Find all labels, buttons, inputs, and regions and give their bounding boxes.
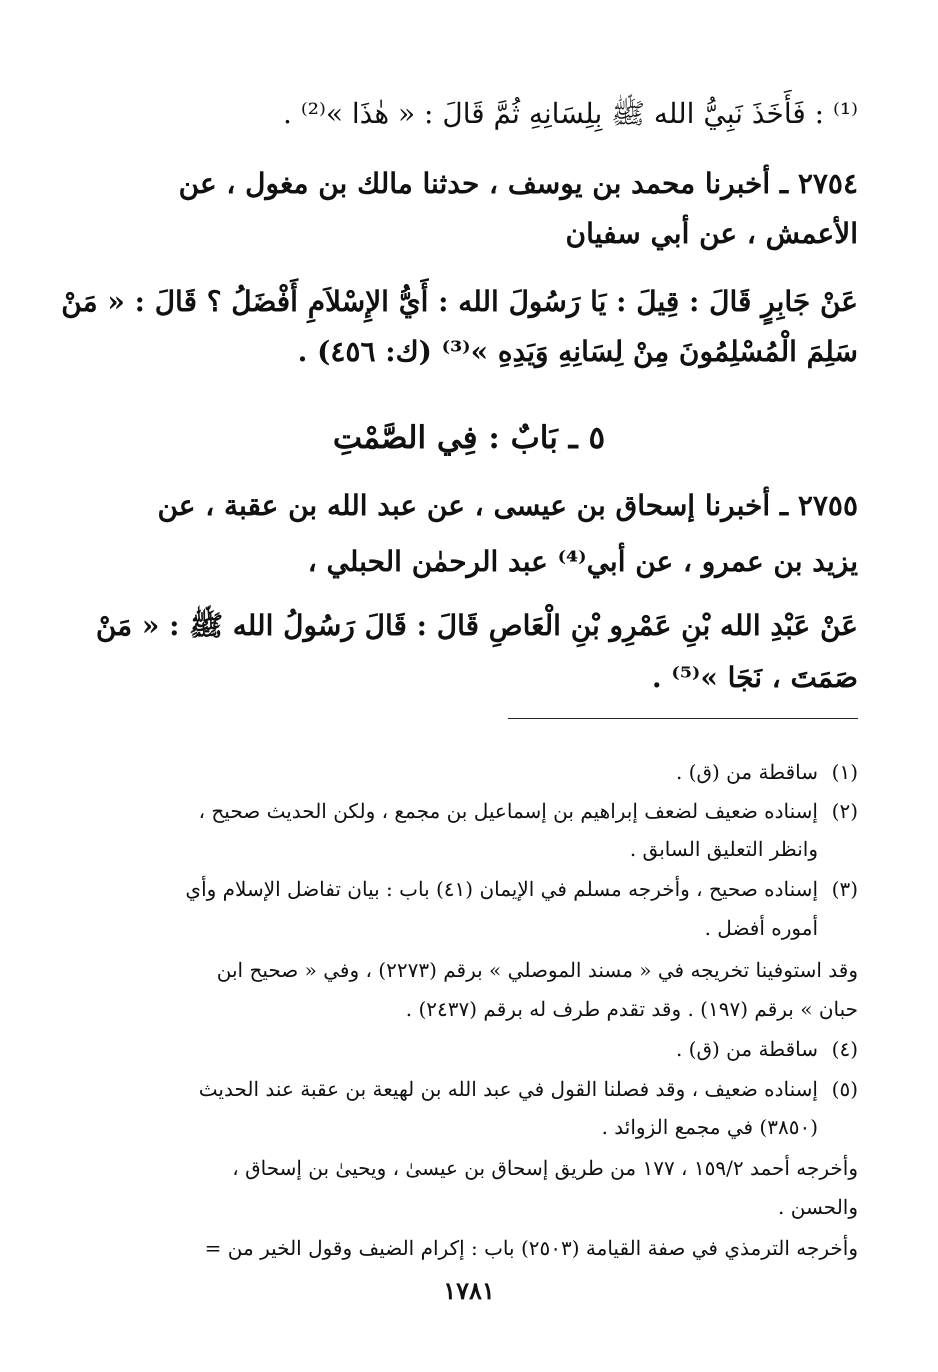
footnote-text: ساقطة من (ق) .	[675, 760, 818, 784]
hadith-2755-line-1: ٢٧٥٥ ـ أخبرنا إسحاق بن عيسى ، عن عبد الله بن عقبة ، عن	[157, 489, 858, 522]
footnote-2-cont: وانظر التعليق السابق .	[629, 837, 818, 861]
footnote-divider	[508, 718, 858, 719]
text-line-1: ⁽¹⁾ : فَأَخَذَ نَبِيُّ الله ﷺ بِلِسَانِهِ ثُمَّ قَالَ : « هٰذَا »⁽²⁾ .	[283, 97, 858, 130]
footnote-3-para: وقد استوفينا تخريجه في « مسند الموصلي » برقم (٢٢٧٣) ، وفي « صحيح ابن	[216, 958, 858, 982]
footnote-text: إسناده صحيح ، وأخرجه مسلم في الإيمان (٤١) باب : بيان تفاضل الإسلام وأي	[185, 877, 818, 901]
chapter-heading: ٥ ـ بَابٌ : فِي الصَّمْتِ	[332, 420, 606, 456]
hadith-2755-line-2: يزيد بن عمرو ، عن أبي⁽⁴⁾ عبد الرحمٰن الحبلي ،	[307, 545, 858, 578]
footnote-text: ساقطة من (ق) .	[675, 1037, 818, 1061]
footnote-5-para-1: وأخرجه أحمد ١٥٩/٢ ، ١٧٧ من طريق إسحاق بن عيسىٰ ، ويحيىٰ بن إسحاق ،	[232, 1156, 858, 1180]
footnote-number: (٥)	[831, 1077, 858, 1101]
footnote-number: (٢)	[831, 799, 858, 823]
footnote-3-para-cont: حبان » برقم (١٩٧) . وقد تقدم طرف له برقم (٢٤٣٧) .	[405, 997, 858, 1021]
footnote-1	[80, 756, 858, 789]
hadith-2755-line-4: صَمَتَ ، نَجَا »⁽⁵⁾ .	[651, 661, 858, 694]
footnote-text: إسناده ضعيف لضعف إبراهيم بن إسماعيل بن مجمع ، ولكن الحديث صحيح ،	[198, 799, 818, 823]
hadith-2754-line-3: عَنْ جَابِرٍ قَالَ : قِيلَ : يَا رَسُولَ الله : أَيُّ الإِسْلاَمِ أَفْضَلُ ؟ قَالَ : « مَنْ	[61, 285, 858, 318]
footnote-2	[80, 795, 858, 828]
hadith-2754-line-1: ٢٧٥٤ ـ أخبرنا محمد بن يوسف ، حدثنا مالك بن مغول ، عن	[178, 167, 858, 200]
footnote-5-para-1-cont: والحسن .	[778, 1195, 858, 1219]
footnote-4	[80, 1033, 858, 1066]
hadith-2754-line-2: الأعمش ، عن أبي سفيان	[565, 217, 858, 250]
footnote-number: (١)	[831, 760, 858, 784]
page-number: ١٧٨١	[443, 1276, 495, 1305]
footnote-5	[80, 1073, 858, 1106]
hadith-2754-line-4: سَلِمَ الْمُسْلِمُونَ مِنْ لِسَانِهِ وَيَدِهِ »⁽³⁾ (ك: ٤٥٦) .	[297, 335, 858, 368]
hadith-2755-line-3: عَنْ عَبْدِ الله بْنِ عَمْرِو بْنِ الْعَاصِ قَالَ : قَالَ رَسُولُ الله ﷺ : « مَنْ	[95, 609, 858, 642]
footnote-5-para-2: وأخرجه الترمذي في صفة القيامة (٢٥٠٣) باب : إكرام الضيف وقول الخير من =	[204, 1236, 858, 1260]
footnote-3	[80, 873, 858, 906]
footnote-5-cont: (٣٨٥٠) في مجمع الزوائد .	[601, 1115, 818, 1139]
footnote-text: إسناده ضعيف ، وقد فصلنا القول في عبد الله بن لهيعة بن عقبة عند الحديث	[198, 1077, 818, 1101]
footnote-number: (٣)	[831, 877, 858, 901]
footnote-number: (٤)	[831, 1037, 858, 1061]
footnote-3-cont: أموره أفضل .	[704, 916, 818, 940]
